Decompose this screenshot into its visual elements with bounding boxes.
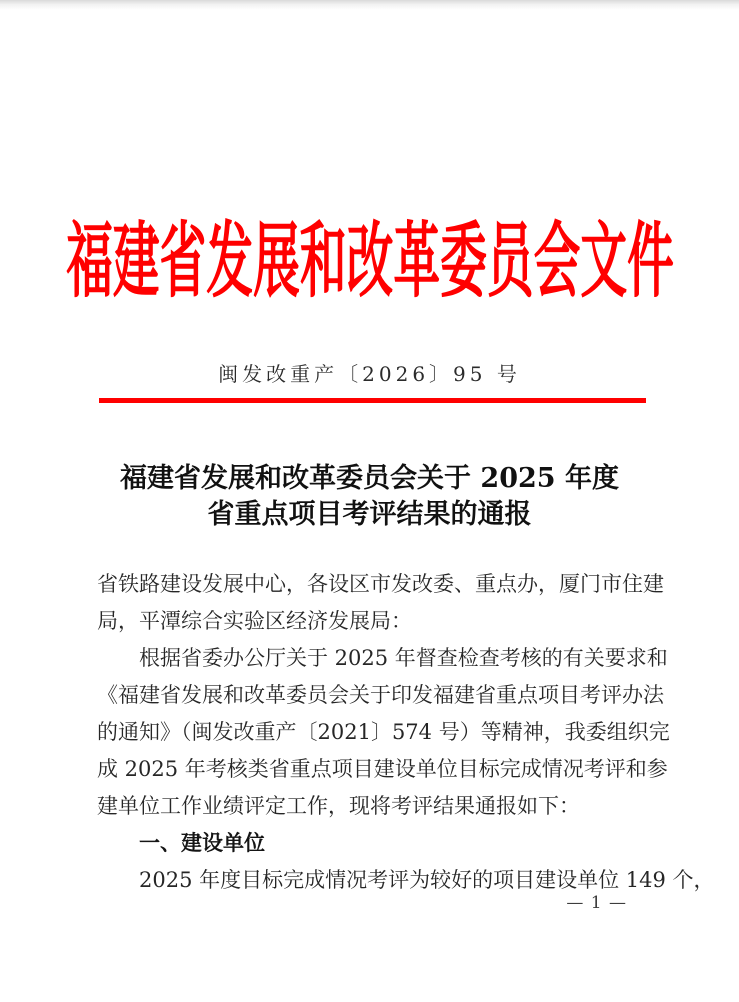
red-divider-line — [99, 398, 646, 403]
notice-title — [0, 461, 739, 533]
body-line: 《福建省发展和改革委员会关于印发福建省重点项目考评办法 — [97, 683, 664, 707]
body-line: 省铁路建设发展中心，各设区市发改委、重点办，厦门市住建 — [97, 572, 664, 596]
body-line: 2025 年度目标完成情况考评为较好的项目建设单位 149 个， — [139, 868, 715, 892]
section-heading: 一、建设单位 — [139, 831, 265, 855]
document-body — [97, 566, 715, 899]
letterhead — [0, 213, 739, 309]
page-top-shadow — [0, 0, 739, 10]
body-line: 建单位工作业绩评定工作，现将考评结果通报如下： — [97, 794, 580, 818]
document-number: 闽发改重产〔2026〕95 号 — [218, 362, 521, 386]
notice-title-line1: 福建省发展和改革委员会关于 2025 年度 — [120, 463, 619, 494]
notice-title-line2: 省重点项目考评结果的通报 — [207, 499, 532, 530]
page-number: — 1 — — [566, 893, 627, 913]
agency-letterhead-title: 福建省发展和改革委员会文件 — [65, 213, 674, 309]
body-line: 局，平潭综合实验区经济发展局： — [97, 609, 412, 633]
body-line: 的通知》（闽发改重产〔2021〕574 号）等精神，我委组织完 — [97, 720, 670, 744]
body-line: 成 2025 年考核类省重点项目建设单位目标完成情况考评和参 — [97, 757, 668, 781]
body-line: 根据省委办公厅关于 2025 年督查检查考核的有关要求和 — [139, 646, 668, 670]
